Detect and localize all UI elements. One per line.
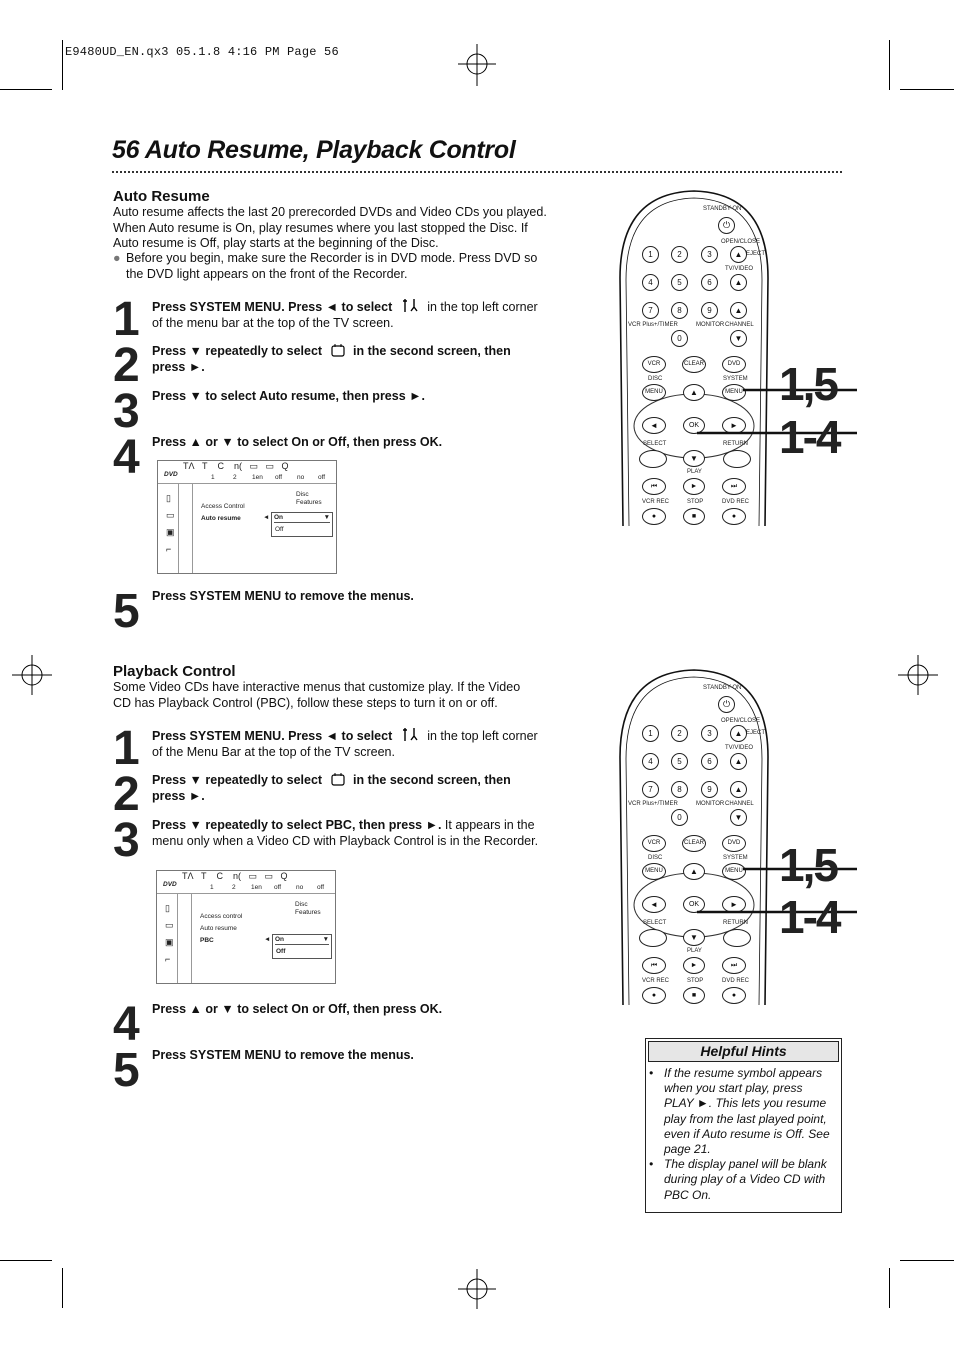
- up-button[interactable]: ▲: [683, 384, 705, 401]
- vcr-button[interactable]: VCR: [642, 835, 666, 852]
- menu-row-selected: PBC: [200, 937, 214, 944]
- digit-button-0[interactable]: 0: [671, 330, 688, 347]
- disc-menu-button[interactable]: MENU: [642, 863, 666, 880]
- play-label: PLAY: [687, 948, 702, 954]
- tv-video-label: TV/VIDEO: [725, 266, 754, 272]
- play-label: PLAY: [687, 469, 702, 475]
- bullet-icon: ●: [113, 251, 121, 265]
- step-bold: Press SYSTEM MENU: [152, 589, 282, 603]
- channel-up-button[interactable]: ▲: [730, 781, 747, 798]
- menu-header: Disc Features: [296, 491, 322, 506]
- digit-button-3[interactable]: 3: [701, 725, 718, 742]
- playback-control-heading: Playback Control: [113, 663, 236, 680]
- down-arrow-icon: ▼: [323, 514, 330, 521]
- select-label: SELECT: [643, 441, 667, 447]
- return-label: RETURN: [723, 920, 748, 926]
- channel-label: CHANNEL: [725, 801, 754, 807]
- callout-1-4: 1-4: [779, 411, 840, 463]
- vcr-rec-button[interactable]: ●: [642, 987, 666, 1004]
- dvd-rec-label: DVD REC: [722, 499, 750, 505]
- bar-value: off: [318, 474, 326, 481]
- bar-value: 2: [232, 884, 236, 891]
- disc-features-icon: [330, 343, 346, 357]
- setup-tools-icon: [402, 297, 420, 313]
- return-button[interactable]: [723, 450, 751, 468]
- disc-features-icon: [330, 772, 346, 786]
- remote-control-bottom: [617, 667, 772, 1005]
- previous-button[interactable]: ⏮: [642, 957, 666, 974]
- bar-value: no: [296, 884, 304, 891]
- step-bold: Press SYSTEM MENU. Press ◄ to select: [152, 729, 393, 743]
- standby-label: STANDBY-ON: [703, 685, 742, 691]
- step-bold: Press SYSTEM MENU. Press ◄ to select: [152, 300, 393, 314]
- registration-mark: [458, 1269, 496, 1309]
- clear-button[interactable]: CLEAR: [682, 835, 706, 852]
- digit-button-1[interactable]: 1: [642, 246, 659, 263]
- crop-mark: [889, 40, 890, 90]
- step-bold: Press ▼ repeatedly to select: [152, 344, 323, 358]
- menu-bar: [157, 871, 335, 894]
- step-bold: Press ▼ repeatedly to select: [152, 773, 323, 787]
- dvd-button[interactable]: DVD: [722, 835, 746, 852]
- option-box: [272, 934, 332, 959]
- system-label: SYSTEM: [723, 376, 748, 382]
- right-button[interactable]: ►: [722, 417, 746, 434]
- bar-value: off: [274, 884, 282, 891]
- vcr-rec-button[interactable]: ●: [642, 508, 666, 525]
- step-number: 1: [113, 722, 140, 775]
- select-button[interactable]: [639, 929, 667, 947]
- left-button[interactable]: ◄: [642, 417, 666, 434]
- bar-value: 1: [211, 474, 215, 481]
- auto-resume-heading: Auto Resume: [113, 188, 210, 205]
- print-slug: E9480UD_EN.qx3 05.1.8 4:16 PM Page 56: [65, 45, 339, 59]
- dvd-rec-button[interactable]: ●: [722, 508, 746, 525]
- step-bold: Press ▼ repeatedly to select PBC, then press ►.: [152, 818, 442, 832]
- registration-mark: [12, 655, 52, 695]
- disc-menu-button[interactable]: MENU: [642, 384, 666, 401]
- crop-mark: [0, 89, 52, 90]
- digit-button-0[interactable]: 0: [671, 809, 688, 826]
- stop-label: STOP: [687, 978, 704, 984]
- disc-label: DISC: [648, 376, 663, 382]
- crop-mark: [900, 89, 954, 90]
- select-label: SELECT: [643, 920, 667, 926]
- monitor-label: MONITOR: [696, 801, 725, 807]
- step-number: 2: [113, 339, 140, 392]
- menu-bar-icons: TΛ T C n( ▭ ▭ Q: [182, 871, 288, 881]
- bar-value: 1en: [252, 474, 263, 481]
- menu-header: Disc Features: [295, 901, 321, 916]
- digit-button-1[interactable]: 1: [642, 725, 659, 742]
- helpful-hints-box: [645, 1038, 842, 1213]
- dvd-rec-label: DVD REC: [722, 978, 750, 984]
- left-button[interactable]: ◄: [642, 896, 666, 913]
- setup-tools-icon: [402, 726, 420, 742]
- select-button[interactable]: [639, 450, 667, 468]
- auto-resume-intro: Auto resume affects the last 20 prerecorded DVDs and Video CDs you played. When Auto resume is On, play resumes where you last stopped the Disc. If Auto resume is Off, play starts at the beginning of the Disc.: [113, 205, 547, 250]
- channel-down-button[interactable]: ▼: [730, 809, 747, 826]
- step-rest: It appears in the menu only when a Video CD with Playback Control is in the Recorder.: [152, 818, 539, 848]
- clear-button[interactable]: CLEAR: [682, 356, 706, 373]
- system-menu-button[interactable]: MENU: [722, 384, 746, 401]
- eject-label: EJECT: [746, 251, 766, 257]
- digit-button-9[interactable]: 9: [701, 781, 718, 798]
- digit-button-5[interactable]: 5: [671, 753, 688, 770]
- digit-button-2[interactable]: 2: [671, 725, 688, 742]
- step-number: 4: [113, 998, 140, 1051]
- callout-1-4: 1-4: [779, 891, 840, 943]
- auto-resume-bullet: [113, 251, 543, 282]
- tv-video-button[interactable]: ▲: [730, 753, 747, 770]
- step-number: 1: [113, 293, 140, 346]
- down-button[interactable]: ▼: [683, 450, 705, 467]
- step-number: 4: [113, 431, 140, 484]
- digit-button-2[interactable]: 2: [671, 246, 688, 263]
- step-number: 2: [113, 768, 140, 821]
- step-number: 3: [113, 385, 140, 438]
- step-number: 5: [113, 585, 140, 638]
- eject-button[interactable]: ▲: [730, 725, 747, 742]
- disc-label: DISC: [648, 855, 663, 861]
- crop-mark: [0, 1260, 52, 1261]
- option-on: On: [275, 936, 329, 945]
- vcr-button[interactable]: VCR: [642, 356, 666, 373]
- digit-button-6[interactable]: 6: [701, 274, 718, 291]
- crop-mark: [900, 1260, 954, 1261]
- bullet-text: Before you begin, make sure the Recorder is in DVD mode. Press DVD so the DVD light appears on the front of the Recorder.: [126, 251, 538, 281]
- eject-label: EJECT: [746, 730, 766, 736]
- open-close-label: OPEN/CLOSE: [721, 718, 761, 724]
- registration-mark: [458, 44, 496, 86]
- bar-value: off: [317, 884, 325, 891]
- callout-1-5: 1,5: [779, 358, 837, 410]
- digit-button-9[interactable]: 9: [701, 302, 718, 319]
- digit-button-5[interactable]: 5: [671, 274, 688, 291]
- tv-video-label: TV/VIDEO: [725, 745, 754, 751]
- standby-button[interactable]: ⏻: [718, 696, 735, 713]
- registration-mark: [898, 655, 938, 695]
- step-bold: Press SYSTEM MENU: [152, 1048, 282, 1062]
- vcr-rec-label: VCR REC: [642, 978, 670, 984]
- menu-screenshot-pbc: [156, 870, 336, 984]
- bar-value: 2: [233, 474, 237, 481]
- next-button[interactable]: ⏭: [722, 478, 746, 495]
- bar-value: 1: [210, 884, 214, 891]
- step-text: [152, 297, 547, 331]
- step-text: [152, 1048, 547, 1064]
- down-arrow-icon: ▼: [322, 936, 329, 943]
- menu-row: Auto resume: [200, 925, 237, 932]
- step-text: [152, 772, 547, 804]
- digit-button-6[interactable]: 6: [701, 753, 718, 770]
- option-off: Off: [275, 526, 284, 533]
- remote-control-top: [617, 188, 772, 526]
- step-text: Press ▲ or ▼ to select On or Off, then press OK.: [152, 435, 443, 449]
- menu-row: Access Control: [201, 503, 245, 510]
- down-button[interactable]: ▼: [683, 929, 705, 946]
- menu-side-icons: ▯ ▭ ▣ ⌐: [166, 493, 175, 554]
- hints-list: [646, 1066, 841, 1203]
- open-close-label: OPEN/CLOSE: [721, 239, 761, 245]
- playback-control-intro: Some Video CDs have interactive menus that customize play. If the Video CD has Playback Control (PBC), follow these steps to turn it on or off.: [113, 680, 521, 710]
- step-text: [152, 818, 547, 849]
- stop-button[interactable]: ■: [683, 508, 705, 525]
- step-text: [152, 343, 547, 375]
- dvd-rec-button[interactable]: ●: [722, 987, 746, 1004]
- title-divider: [112, 171, 842, 173]
- standby-button[interactable]: ⏻: [718, 217, 735, 234]
- step-rest: in the second screen, then press ►.: [152, 344, 511, 374]
- helpful-hints-title: Helpful Hints: [648, 1041, 839, 1062]
- vcr-plus-timer-label: VCR Plus+/TIMER: [628, 801, 678, 807]
- digit-button-4[interactable]: 4: [642, 753, 659, 770]
- left-arrow-icon: ◄: [263, 514, 270, 521]
- channel-up-button[interactable]: ▲: [730, 302, 747, 319]
- step-number: 5: [113, 1044, 140, 1097]
- stop-label: STOP: [687, 499, 704, 505]
- crop-mark: [62, 40, 63, 90]
- step-rest: to remove the menus.: [281, 1048, 414, 1062]
- stop-button[interactable]: ■: [683, 987, 705, 1004]
- monitor-label: MONITOR: [696, 322, 725, 328]
- step-text: Press ▲ or ▼ to select On or Off, then press OK.: [152, 1002, 443, 1016]
- digit-button-7[interactable]: 7: [642, 302, 659, 319]
- option-on: On: [274, 514, 330, 523]
- menu-row: Access control: [200, 913, 243, 920]
- digit-button-7[interactable]: 7: [642, 781, 659, 798]
- step-text: [152, 726, 547, 760]
- menu-screenshot-auto-resume: [157, 460, 337, 574]
- dvd-logo-icon: DVD: [163, 881, 177, 888]
- up-button[interactable]: ▲: [683, 863, 705, 880]
- play-button[interactable]: ►: [683, 478, 705, 495]
- step-rest: in the second screen, then press ►.: [152, 773, 511, 803]
- ok-button[interactable]: OK: [683, 417, 705, 434]
- hint-item: • The display panel will be blank during play of a Video CD with PBC On.: [662, 1157, 833, 1203]
- system-label: SYSTEM: [723, 855, 748, 861]
- crop-mark: [889, 1268, 890, 1308]
- callout-1-5: 1,5: [779, 839, 837, 891]
- vcr-plus-timer-label: VCR Plus+/TIMER: [628, 322, 678, 328]
- bar-value: off: [275, 474, 283, 481]
- return-button[interactable]: [723, 929, 751, 947]
- tv-video-button[interactable]: ▲: [730, 274, 747, 291]
- standby-label: STANDBY-ON: [703, 206, 742, 212]
- step-rest: in the top left corner of the Menu Bar at the top of the TV screen.: [152, 729, 538, 759]
- step-text: [152, 589, 547, 605]
- previous-button[interactable]: ⏮: [642, 478, 666, 495]
- option-box: [271, 512, 333, 537]
- step-rest: to remove the menus.: [281, 589, 414, 603]
- vcr-rec-label: VCR REC: [642, 499, 670, 505]
- channel-label: CHANNEL: [725, 322, 754, 328]
- menu-bar: [158, 461, 336, 484]
- dvd-button[interactable]: DVD: [722, 356, 746, 373]
- menu-bar-icons: TΛ T C n( ▭ ▭ Q: [183, 461, 289, 471]
- ok-button[interactable]: OK: [683, 896, 705, 913]
- play-button[interactable]: ►: [683, 957, 705, 974]
- right-button[interactable]: ►: [722, 896, 746, 913]
- left-arrow-icon: ◄: [264, 936, 271, 943]
- page-title: 56 Auto Resume, Playback Control: [112, 136, 516, 164]
- return-label: RETURN: [723, 441, 748, 447]
- digit-button-8[interactable]: 8: [671, 781, 688, 798]
- menu-side-icons: ▯ ▭ ▣ ⌐: [165, 903, 174, 964]
- option-off: Off: [276, 948, 286, 955]
- digit-button-3[interactable]: 3: [701, 246, 718, 263]
- digit-button-8[interactable]: 8: [671, 302, 688, 319]
- bar-value: no: [297, 474, 305, 481]
- menu-row-selected: Auto resume: [201, 515, 241, 522]
- step-rest: in the top left corner of the menu bar at the top of the TV screen.: [152, 300, 538, 330]
- next-button[interactable]: ⏭: [722, 957, 746, 974]
- step-text: Press ▼ to select Auto resume, then press ►.: [152, 389, 425, 403]
- channel-down-button[interactable]: ▼: [730, 330, 747, 347]
- bar-value: 1en: [251, 884, 262, 891]
- system-menu-button[interactable]: MENU: [722, 863, 746, 880]
- step-number: 3: [113, 814, 140, 867]
- crop-mark: [62, 1268, 63, 1308]
- digit-button-4[interactable]: 4: [642, 274, 659, 291]
- dvd-logo-icon: DVD: [164, 471, 178, 478]
- eject-button[interactable]: ▲: [730, 246, 747, 263]
- hint-item: • If the resume symbol appears when you start play, press PLAY ►. This lets you resume play from the last played point, even if Auto resume is Off. See page 21.: [662, 1066, 833, 1157]
